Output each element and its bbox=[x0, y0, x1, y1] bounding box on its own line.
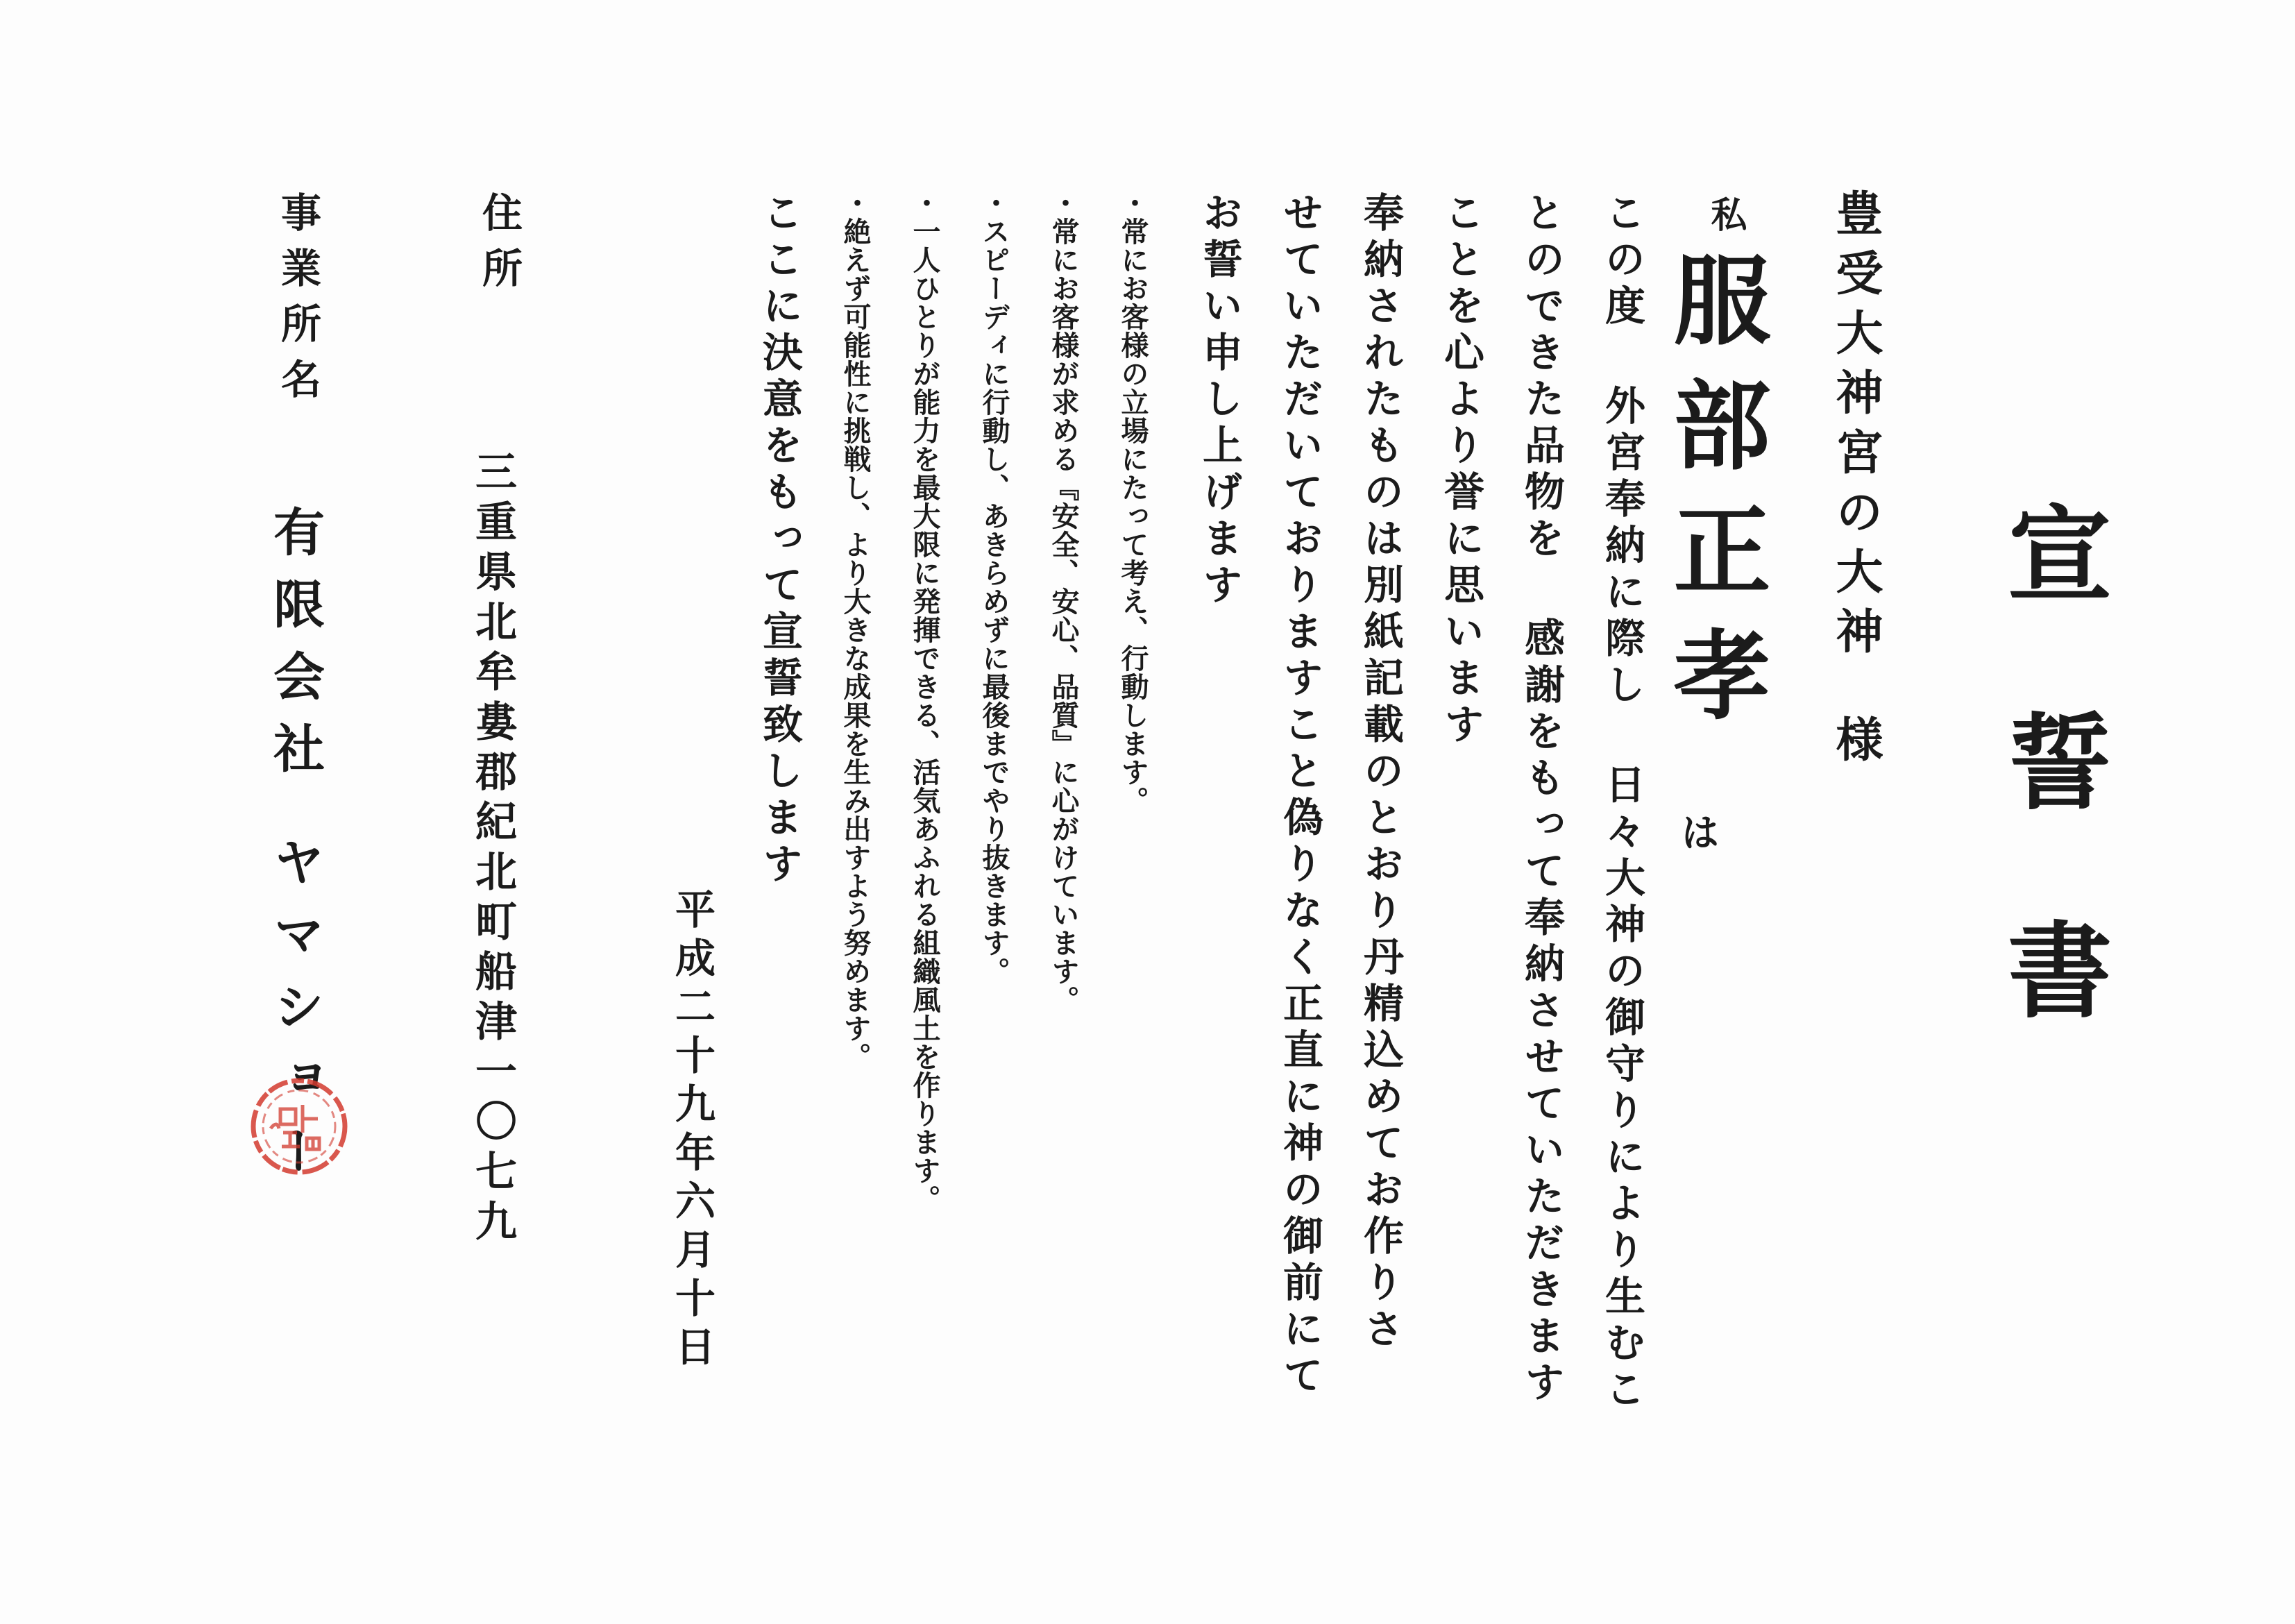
addressee-name: 豊受大神宮の大神 bbox=[1828, 189, 1883, 666]
closing-statement: ここに決意をもって宣誓致します bbox=[756, 192, 803, 889]
company-name-text: ヤマショー bbox=[265, 836, 325, 1196]
body-line: とのできた品物を 感謝をもって奉納させていただきます bbox=[1518, 192, 1565, 1407]
pledge-item: ・常にお客様が求める『安全、安心、品質』に心がけています。 bbox=[1047, 189, 1079, 1014]
pledger-particle: は bbox=[1675, 812, 1720, 851]
pledger-prefix: 私 bbox=[1704, 196, 1747, 232]
document-title: 宣誓書 bbox=[1990, 500, 2112, 1124]
document-date: 平成二十九年六月十日 bbox=[668, 888, 715, 1374]
pledger-name: 服部正孝 bbox=[1657, 250, 1771, 750]
addressee bbox=[1828, 189, 1883, 775]
pledge-item: ・一人ひとりが能力を最大限に発揮できる、活気あふれる組織風土を作ります。 bbox=[908, 189, 940, 1213]
pledge-item: ・常にお客様の立場にたって考え、行動します。 bbox=[1117, 189, 1149, 815]
body-line: この度 外宮奉納に際し 日々大神の御守りにより生むこ bbox=[1598, 192, 1645, 1414]
pledge-item: ・絶えず可能性に挑戦し、より大きな成果を生み出すよう努めます。 bbox=[839, 189, 871, 1071]
body-line: せていただいておりますこと偽りなく正直に神の御前にて bbox=[1276, 192, 1323, 1401]
body-line: ことを心より誉に思います bbox=[1437, 192, 1484, 750]
body-line: 奉納されたものは別紙記載のとおり丹精込めてお作りさ bbox=[1357, 192, 1404, 1354]
address-value: 三重県北牟婁郡紀北町船津一〇七九 bbox=[468, 450, 517, 1249]
business-label: 事業所名 bbox=[274, 192, 321, 414]
company-type: 有限会社 bbox=[265, 505, 325, 794]
address-label: 住所 bbox=[475, 192, 523, 303]
addressee-honorific: 様 bbox=[1828, 715, 1883, 775]
body-line: お誓い申し上げます bbox=[1196, 192, 1243, 610]
company-seal-stamp bbox=[247, 1074, 351, 1178]
pledge-item: ・スピーディに行動し、あきらめずに最後までやり抜きます。 bbox=[978, 189, 1010, 986]
